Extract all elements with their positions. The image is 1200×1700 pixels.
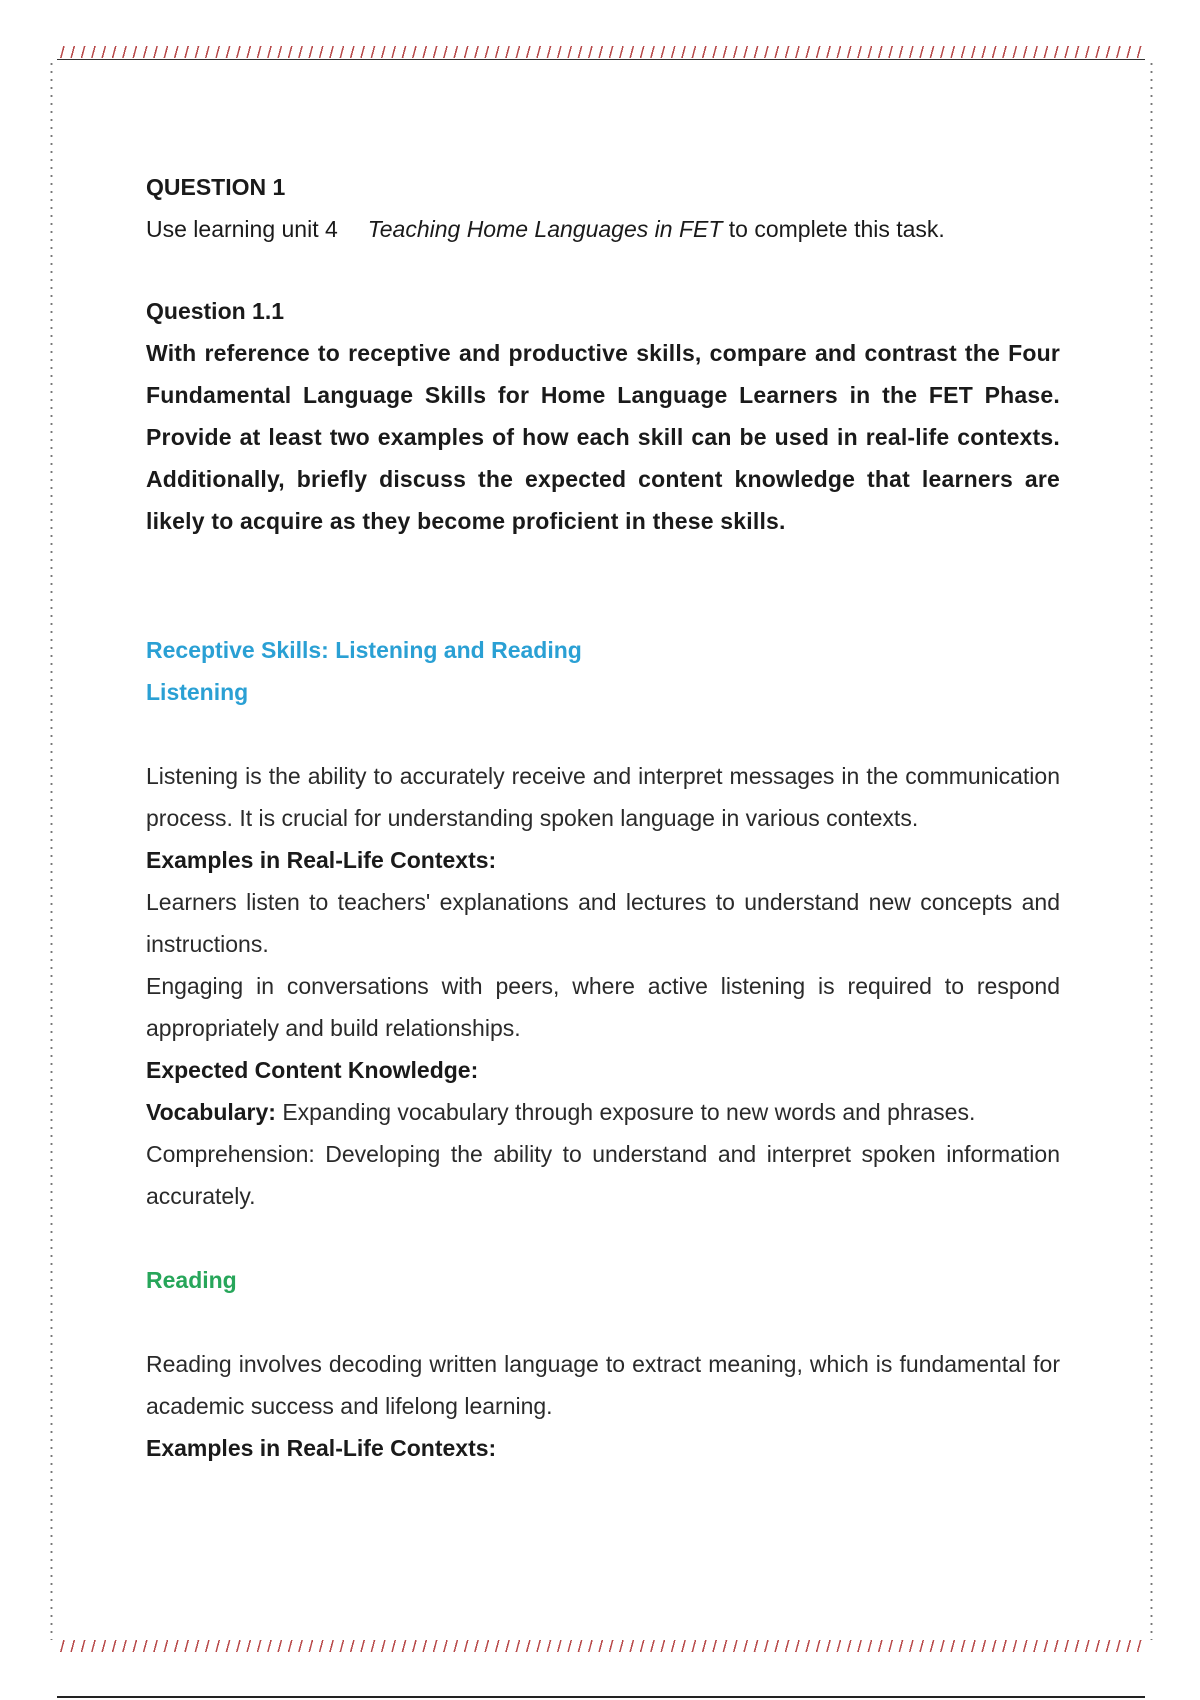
reading-examples-heading: Examples in Real-Life Contexts: bbox=[146, 1435, 497, 1461]
receptive-skills-heading: Receptive Skills: Listening and Reading bbox=[146, 637, 582, 663]
footer-rule bbox=[57, 1696, 1145, 1698]
listening-definition: Listening is the ability to accurately receive and interpret messages in the communication process. It is crucial for understanding spoken language in various contexts. bbox=[146, 763, 1060, 831]
listening-examples-heading: Examples in Real-Life Contexts: bbox=[146, 847, 497, 873]
reading-heading: Reading bbox=[146, 1267, 237, 1293]
listening-example-2: Engaging in conversations with peers, where active listening is required to respond appropriately and build relationships. bbox=[146, 973, 1060, 1041]
page-border-left bbox=[50, 60, 53, 1640]
question-intro-unit-title: Teaching Home Languages in FET bbox=[367, 216, 723, 242]
question-intro bbox=[146, 208, 1060, 250]
vocabulary-line bbox=[146, 1091, 1060, 1133]
listening-example-1: Learners listen to teachers' explanations and lectures to understand new concepts and instructions. bbox=[146, 889, 1060, 957]
page-border-bottom bbox=[57, 1640, 1145, 1652]
reading-definition: Reading involves decoding written language to extract meaning, which is fundamental for academic success and lifelong learning. bbox=[146, 1351, 1060, 1419]
listening-heading: Listening bbox=[146, 679, 249, 705]
question-title: QUESTION 1 bbox=[146, 174, 286, 200]
page-border-right bbox=[1150, 60, 1153, 1640]
vocabulary-label: Vocabulary: bbox=[146, 1099, 276, 1125]
listening-knowledge-heading: Expected Content Knowledge: bbox=[146, 1057, 479, 1083]
comprehension-line: Comprehension: Developing the ability to understand and interpret spoken information accurately. bbox=[146, 1141, 1060, 1209]
document-content bbox=[146, 166, 1060, 1469]
vocabulary-text: Expanding vocabulary through exposure to new words and phrases. bbox=[275, 1099, 976, 1125]
question-1-1-title: Question 1.1 bbox=[146, 298, 285, 324]
question-intro-prefix: Use learning unit 4 bbox=[146, 216, 338, 242]
page-border-top bbox=[57, 46, 1145, 58]
question-1-1-body: With reference to receptive and productive skills, compare and contrast the Four Fundamental Language Skills for Home Language Learners in the FET Phase. Provide at least two examples of how each skill can be used in real-life contexts. Additionally, briefly discuss the expected content knowledge that learners are likely to acquire as they become proficient in these skills. bbox=[146, 340, 1060, 534]
question-intro-suffix: to complete this task. bbox=[722, 216, 945, 242]
